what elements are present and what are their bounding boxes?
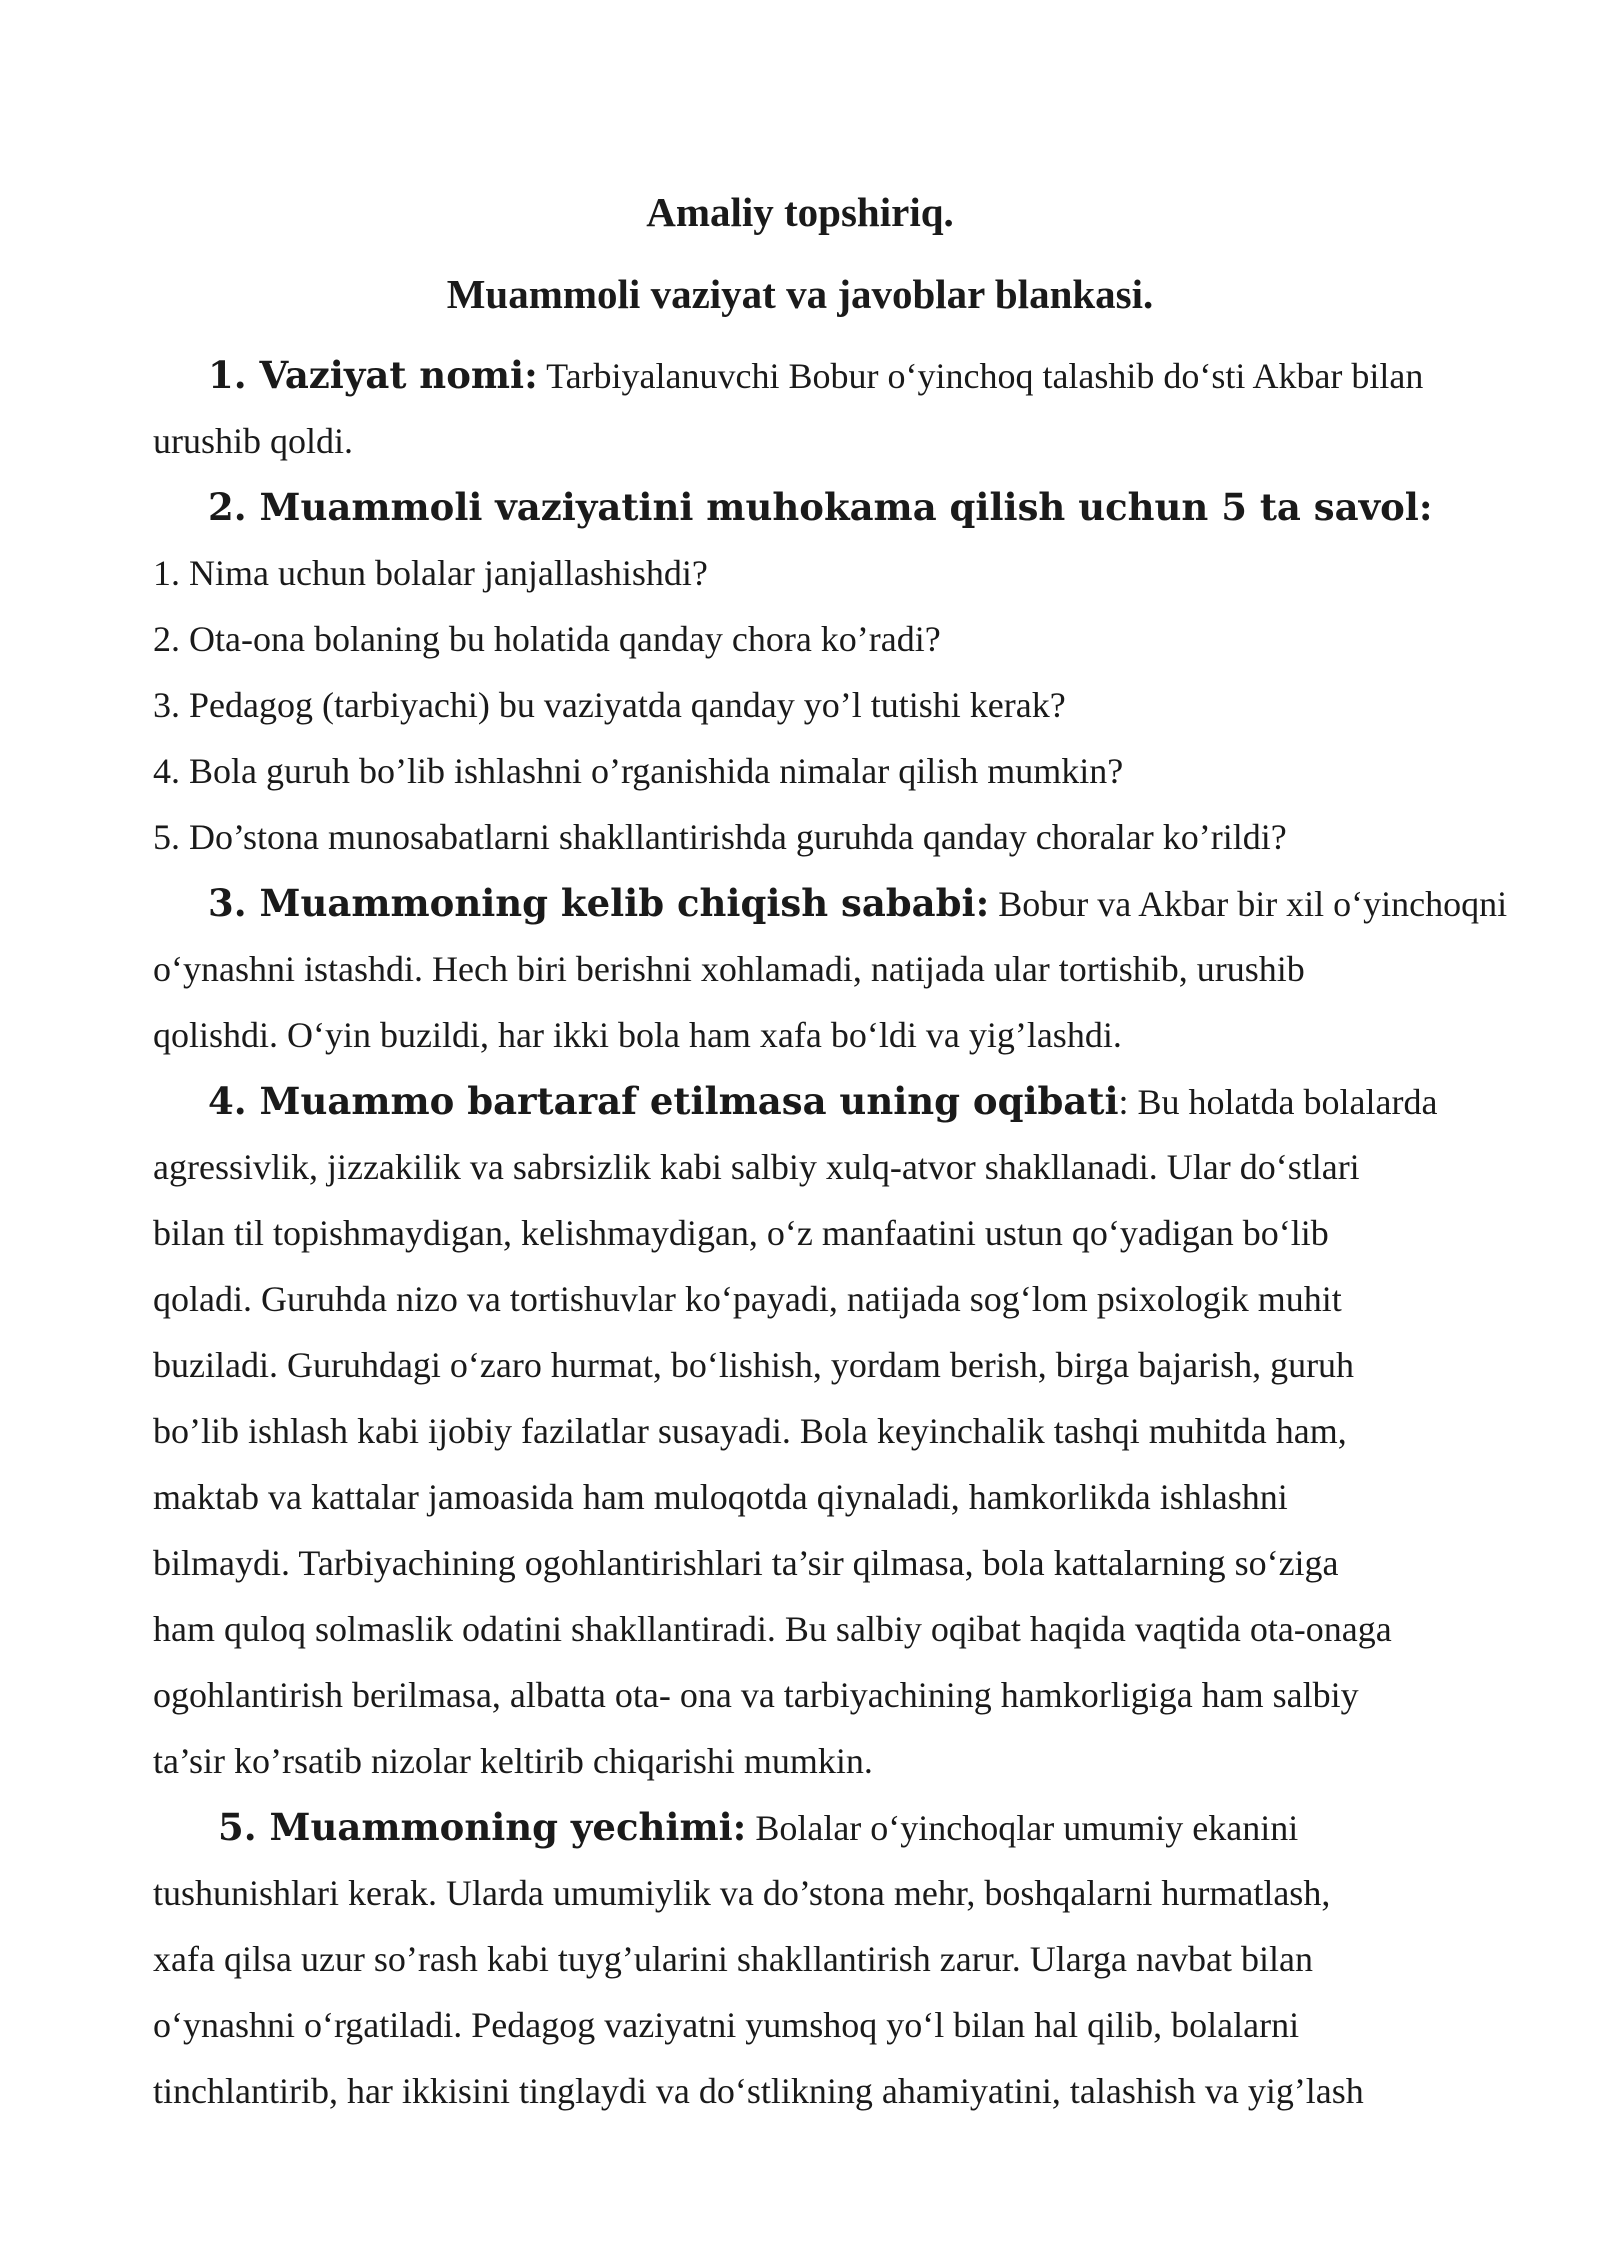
question-4: 4. Bola guruh bo’lib ishlashni o’rganishida nimalar qilish mumkin?	[153, 751, 1124, 791]
section-5-line-5: tinchlantirib, har ikkisini tinglaydi va do‘stlikning ahamiyatini, talashish va yig’lash	[153, 2071, 1364, 2111]
section-4-line-6: bo’lib ishlash kabi ijobiy fazilatlar susayadi. Bola keyinchalik tashqi muhitda ham,	[153, 1411, 1347, 1451]
section-5-heading: 5. Muammoning yechimi:	[218, 1805, 747, 1849]
section-4-line-4: qoladi. Guruhda nizo va tortishuvlar ko‘payadi, natijada sog‘lom psixologik muhit	[153, 1279, 1342, 1319]
section-3-line-3: qolishdi. O‘yin buzildi, har ikki bola ham xafa bo‘ldi va yig’lashdi.	[153, 1015, 1122, 1055]
section-4-line-5: buziladi. Guruhdagi o‘zaro hurmat, bo‘lishish, yordam berish, birga bajarish, guruh	[153, 1345, 1355, 1385]
section-4-line-2: agressivlik, jizzakilik va sabrsizlik kabi salbiy xulq-atvor shakllanadi. Ular do‘stlari	[153, 1147, 1360, 1187]
section-4-line-11: ta’sir ko’rsatib nizolar keltirib chiqarishi mumkin.	[153, 1741, 873, 1781]
document-title: Amaliy topshiriq.	[646, 189, 954, 235]
question-1: 1. Nima uchun bolalar janjallashishdi?	[153, 553, 708, 593]
section-1-heading: 1. Vaziyat nomi:	[208, 353, 538, 397]
section-4-line-7: maktab va kattalar jamoasida ham muloqotda qiynaladi, hamkorlikda ishlashni	[153, 1477, 1288, 1517]
question-5: 5. Do’stona munosabatlarni shakllantirishda guruhda qanday choralar ko’rildi?	[153, 817, 1287, 857]
section-1-line-2: urushib qoldi.	[153, 421, 354, 461]
section-3-heading: 3. Muammoning kelib chiqish sababi:	[208, 881, 990, 925]
section-3-line-2: o‘ynashni istashdi. Hech biri berishni xohlamadi, natijada ular tortishib, urushib	[153, 949, 1305, 989]
section-5-line-2: tushunishlari kerak. Ularda umumiylik va do’stona mehr, boshqalarni hurmatlash,	[153, 1873, 1331, 1913]
section-2-heading-text: 2. Muammoli vaziyatini muhokama qilish uchun 5 ta savol:	[208, 485, 1433, 529]
section-5-line-4: o‘ynashni o‘rgatiladi. Pedagog vaziyatni yumshoq yo‘l bilan hal qilib, bolalarni	[153, 2005, 1300, 2045]
section-2-heading	[153, 474, 1463, 540]
question-2: 2. Ota-ona bolaning bu holatida qanday chora ko’radi?	[153, 619, 941, 659]
section-4-line-10: ogohlantirish berilmasa, albatta ota- ona va tarbiyachining hamkorligiga ham salbiy	[153, 1675, 1359, 1715]
section-4-line-8: bilmaydi. Tarbiyachining ogohlantirishlari ta’sir qilmasa, bola kattalarning so‘ziga	[153, 1543, 1339, 1583]
section-5-line-1	[153, 1794, 1463, 1860]
question-3: 3. Pedagog (tarbiyachi) bu vaziyatda qanday yo’l tutishi kerak?	[153, 685, 1066, 725]
section-3-line-1	[153, 870, 1508, 936]
section-5-text: Bolalar o‘yinchoqlar umumiy ekanini	[746, 1808, 1299, 1848]
section-3-text: Bobur va Akbar bir xil o‘yinchoqni	[989, 884, 1508, 924]
section-4-line-9: ham quloq solmaslik odatini shakllantiradi. Bu salbiy oqibat haqida vaqtida ota-onaga	[153, 1609, 1392, 1649]
document-subtitle: Muammoli vaziyat va javoblar blankasi.	[446, 271, 1154, 317]
document-body	[153, 342, 1508, 2124]
section-1-text: Tarbiyalanuvchi Bobur o‘yinchoq talashib do‘sti Akbar bilan	[537, 356, 1424, 396]
section-1-line-1	[153, 342, 1463, 408]
section-4-heading: 4. Muammo bartaraf etilmasa uning oqibati	[208, 1079, 1119, 1123]
section-4-text: : Bu holatda bolalarda	[1118, 1082, 1438, 1122]
section-4-line-1	[153, 1068, 1463, 1134]
section-4-line-3: bilan til topishmaydigan, kelishmaydigan, o‘z manfaatini ustun qo‘yadigan bo‘lib	[153, 1213, 1329, 1253]
section-5-line-3: xafa qilsa uzur so’rash kabi tuyg’ularini shakllantirish zarur. Ularga navbat bilan	[153, 1939, 1313, 1979]
